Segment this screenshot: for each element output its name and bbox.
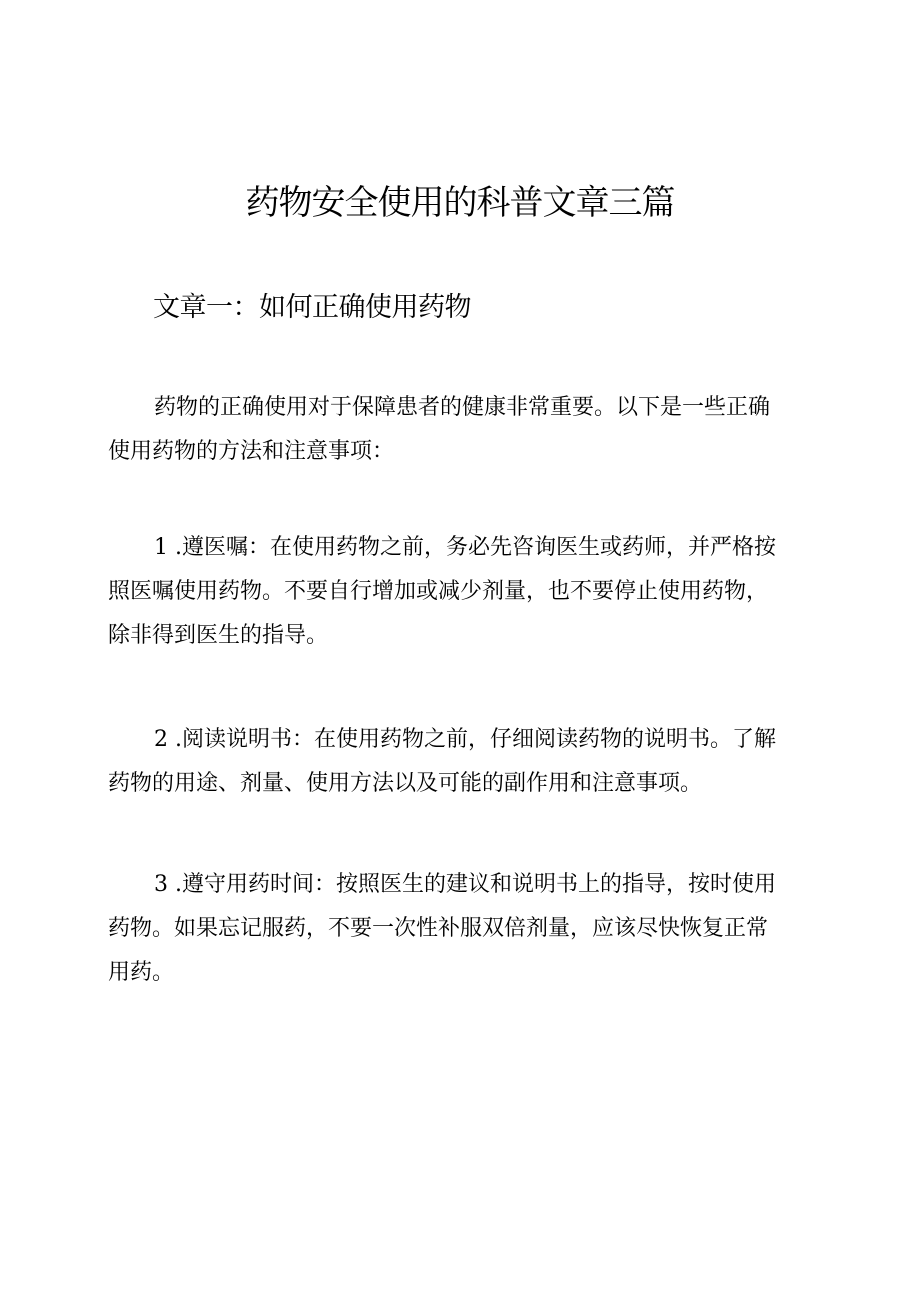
section-heading: 文章一：如何正确使用药物 bbox=[153, 292, 471, 323]
item-3-line-3: 用药。 bbox=[108, 960, 175, 985]
item-1-paragraph bbox=[108, 526, 812, 658]
item-3-line-1: 3 .遵守用药时间：按照医生的建议和说明书上的指导，按时使用 bbox=[154, 872, 776, 897]
item-2-paragraph bbox=[108, 718, 812, 806]
intro-line-2: 使用药物的方法和注意事项： bbox=[108, 439, 395, 464]
intro-line-1: 药物的正确使用对于保障患者的健康非常重要。以下是一些正确 bbox=[154, 395, 771, 420]
item-3-line-2: 药物。如果忘记服药，不要一次性补服双倍剂量，应该尽快恢复正常 bbox=[108, 916, 769, 941]
intro-paragraph bbox=[108, 386, 812, 474]
item-3-paragraph bbox=[108, 863, 812, 995]
item-1-line-3: 除非得到医生的指导。 bbox=[108, 623, 329, 648]
item-1-line-1: 1 .遵医嘱：在使用药物之前，务必先咨询医生或药师，并严格按 bbox=[154, 535, 776, 560]
item-1-line-2: 照医嘱使用药物。不要自行增加或减少剂量，也不要停止使用药物， bbox=[108, 579, 769, 604]
item-2-line-1: 2 .阅读说明书：在使用药物之前，仔细阅读药物的说明书。了解 bbox=[154, 727, 776, 752]
document-title: 药物安全使用的科普文章三篇 bbox=[245, 183, 675, 223]
item-2-line-2: 药物的用途、剂量、使用方法以及可能的副作用和注意事项。 bbox=[108, 771, 703, 796]
